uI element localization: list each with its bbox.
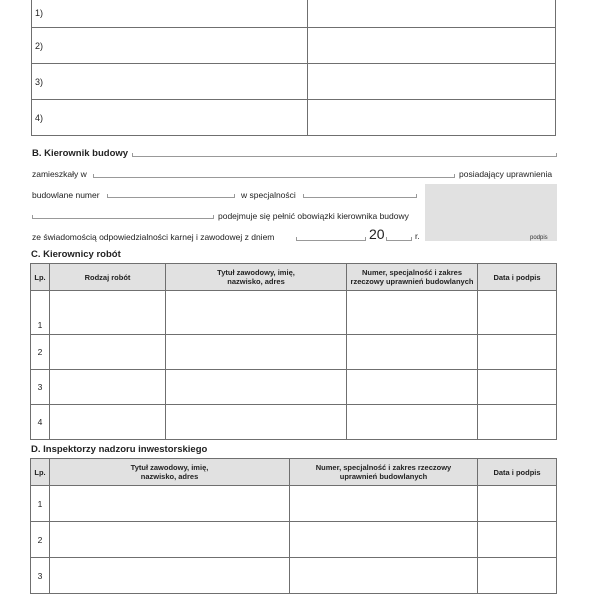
header-lp: Lp. — [31, 264, 50, 291]
responsibility-statement: ze świadomością odpowiedzialności karnej i zawodowej z dniem — [32, 232, 275, 242]
header-title-name: Tytuł zawodowy, imię, nazwisko, adres — [166, 264, 347, 291]
year-field[interactable] — [386, 237, 412, 241]
table-cell[interactable] — [166, 335, 347, 370]
address-field[interactable] — [93, 174, 455, 178]
row-number: 4 — [31, 405, 50, 440]
row-number: 3 — [31, 558, 50, 594]
table-row — [32, 28, 556, 64]
specialty-field[interactable] — [303, 194, 417, 198]
row-number: 2) — [32, 28, 308, 64]
license-number-field[interactable] — [107, 194, 235, 198]
table-cell[interactable] — [478, 335, 557, 370]
table-cell[interactable] — [290, 522, 478, 558]
table-cell[interactable] — [347, 335, 478, 370]
input-cell[interactable] — [308, 0, 556, 28]
row-number: 3 — [31, 370, 50, 405]
row-number: 3) — [32, 64, 308, 100]
table-cell[interactable] — [478, 370, 557, 405]
inspektorzy-nadzoru-table — [30, 458, 557, 594]
table-cell[interactable] — [166, 405, 347, 440]
table-row — [31, 522, 557, 558]
table-row — [31, 558, 557, 594]
header-license: Numer, specjalność i zakres rzeczowy uprawnień budowlanych — [347, 264, 478, 291]
table-row — [31, 486, 557, 522]
year-prefix: 20 — [369, 226, 385, 242]
table-cell[interactable] — [478, 291, 557, 335]
header-date-signature: Data i podpis — [478, 264, 557, 291]
table-row — [31, 405, 557, 440]
year-suffix: r. — [415, 231, 420, 241]
row-number: 4) — [32, 100, 308, 136]
table-cell[interactable] — [478, 486, 557, 522]
input-cell[interactable] — [308, 64, 556, 100]
table-cell[interactable] — [50, 370, 166, 405]
table-cell[interactable] — [478, 558, 557, 594]
resides-label: zamieszkały w — [32, 169, 87, 179]
table-cell[interactable] — [347, 370, 478, 405]
table-row — [31, 291, 557, 335]
table-header-row — [31, 264, 557, 291]
specialty-label: w specjalności — [241, 190, 296, 200]
kierownicy-robot-table — [30, 263, 557, 440]
row-number: 2 — [31, 335, 50, 370]
table-row — [32, 0, 556, 28]
header-title-name: Tytuł zawodowy, imię, nazwisko, adres — [50, 459, 290, 486]
header-lp: Lp. — [31, 459, 50, 486]
row-number: 1) — [32, 0, 308, 28]
table-cell[interactable] — [50, 405, 166, 440]
table-header-row — [31, 459, 557, 486]
table-row — [31, 335, 557, 370]
duty-statement: podejmuje się pełnić obowiązki kierownika budowy — [218, 211, 409, 221]
table-row — [32, 100, 556, 136]
header-work-type: Rodzaj robót — [50, 264, 166, 291]
has-license-label: posiadający uprawnienia — [459, 169, 553, 179]
table-cell[interactable] — [166, 291, 347, 335]
table-cell[interactable] — [50, 558, 290, 594]
table-cell[interactable] — [347, 291, 478, 335]
table-cell[interactable] — [166, 370, 347, 405]
table-cell[interactable] — [290, 558, 478, 594]
table-cell[interactable] — [290, 486, 478, 522]
section-c-title: C. Kierownicy robót — [31, 249, 121, 260]
table-cell[interactable] — [347, 405, 478, 440]
row-number: 2 — [31, 522, 50, 558]
table-row — [31, 370, 557, 405]
table-cell[interactable] — [50, 291, 166, 335]
specialty-continued-field[interactable] — [32, 215, 214, 219]
section-b-title: B. Kierownik budowy — [32, 148, 129, 159]
table-row — [32, 64, 556, 100]
date-field[interactable] — [296, 237, 366, 241]
row-number: 1 — [31, 486, 50, 522]
signature-box[interactable] — [425, 184, 557, 241]
input-cell[interactable] — [308, 100, 556, 136]
top-table — [31, 0, 556, 136]
table-cell[interactable] — [50, 486, 290, 522]
table-cell[interactable] — [478, 405, 557, 440]
section-d-title: D. Inspektorzy nadzoru inwestorskiego — [31, 444, 208, 455]
kierownik-name-field[interactable] — [132, 153, 557, 157]
input-cell[interactable] — [308, 28, 556, 64]
header-date-signature: Data i podpis — [478, 459, 557, 486]
header-license: Numer, specjalność i zakres rzeczowy uprawnień budowlanych — [290, 459, 478, 486]
license-number-label: budowlane numer — [32, 190, 100, 200]
signature-label: podpis — [530, 235, 548, 241]
table-cell[interactable] — [50, 335, 166, 370]
table-cell[interactable] — [50, 522, 290, 558]
row-number: 1 — [31, 291, 50, 335]
table-cell[interactable] — [478, 522, 557, 558]
